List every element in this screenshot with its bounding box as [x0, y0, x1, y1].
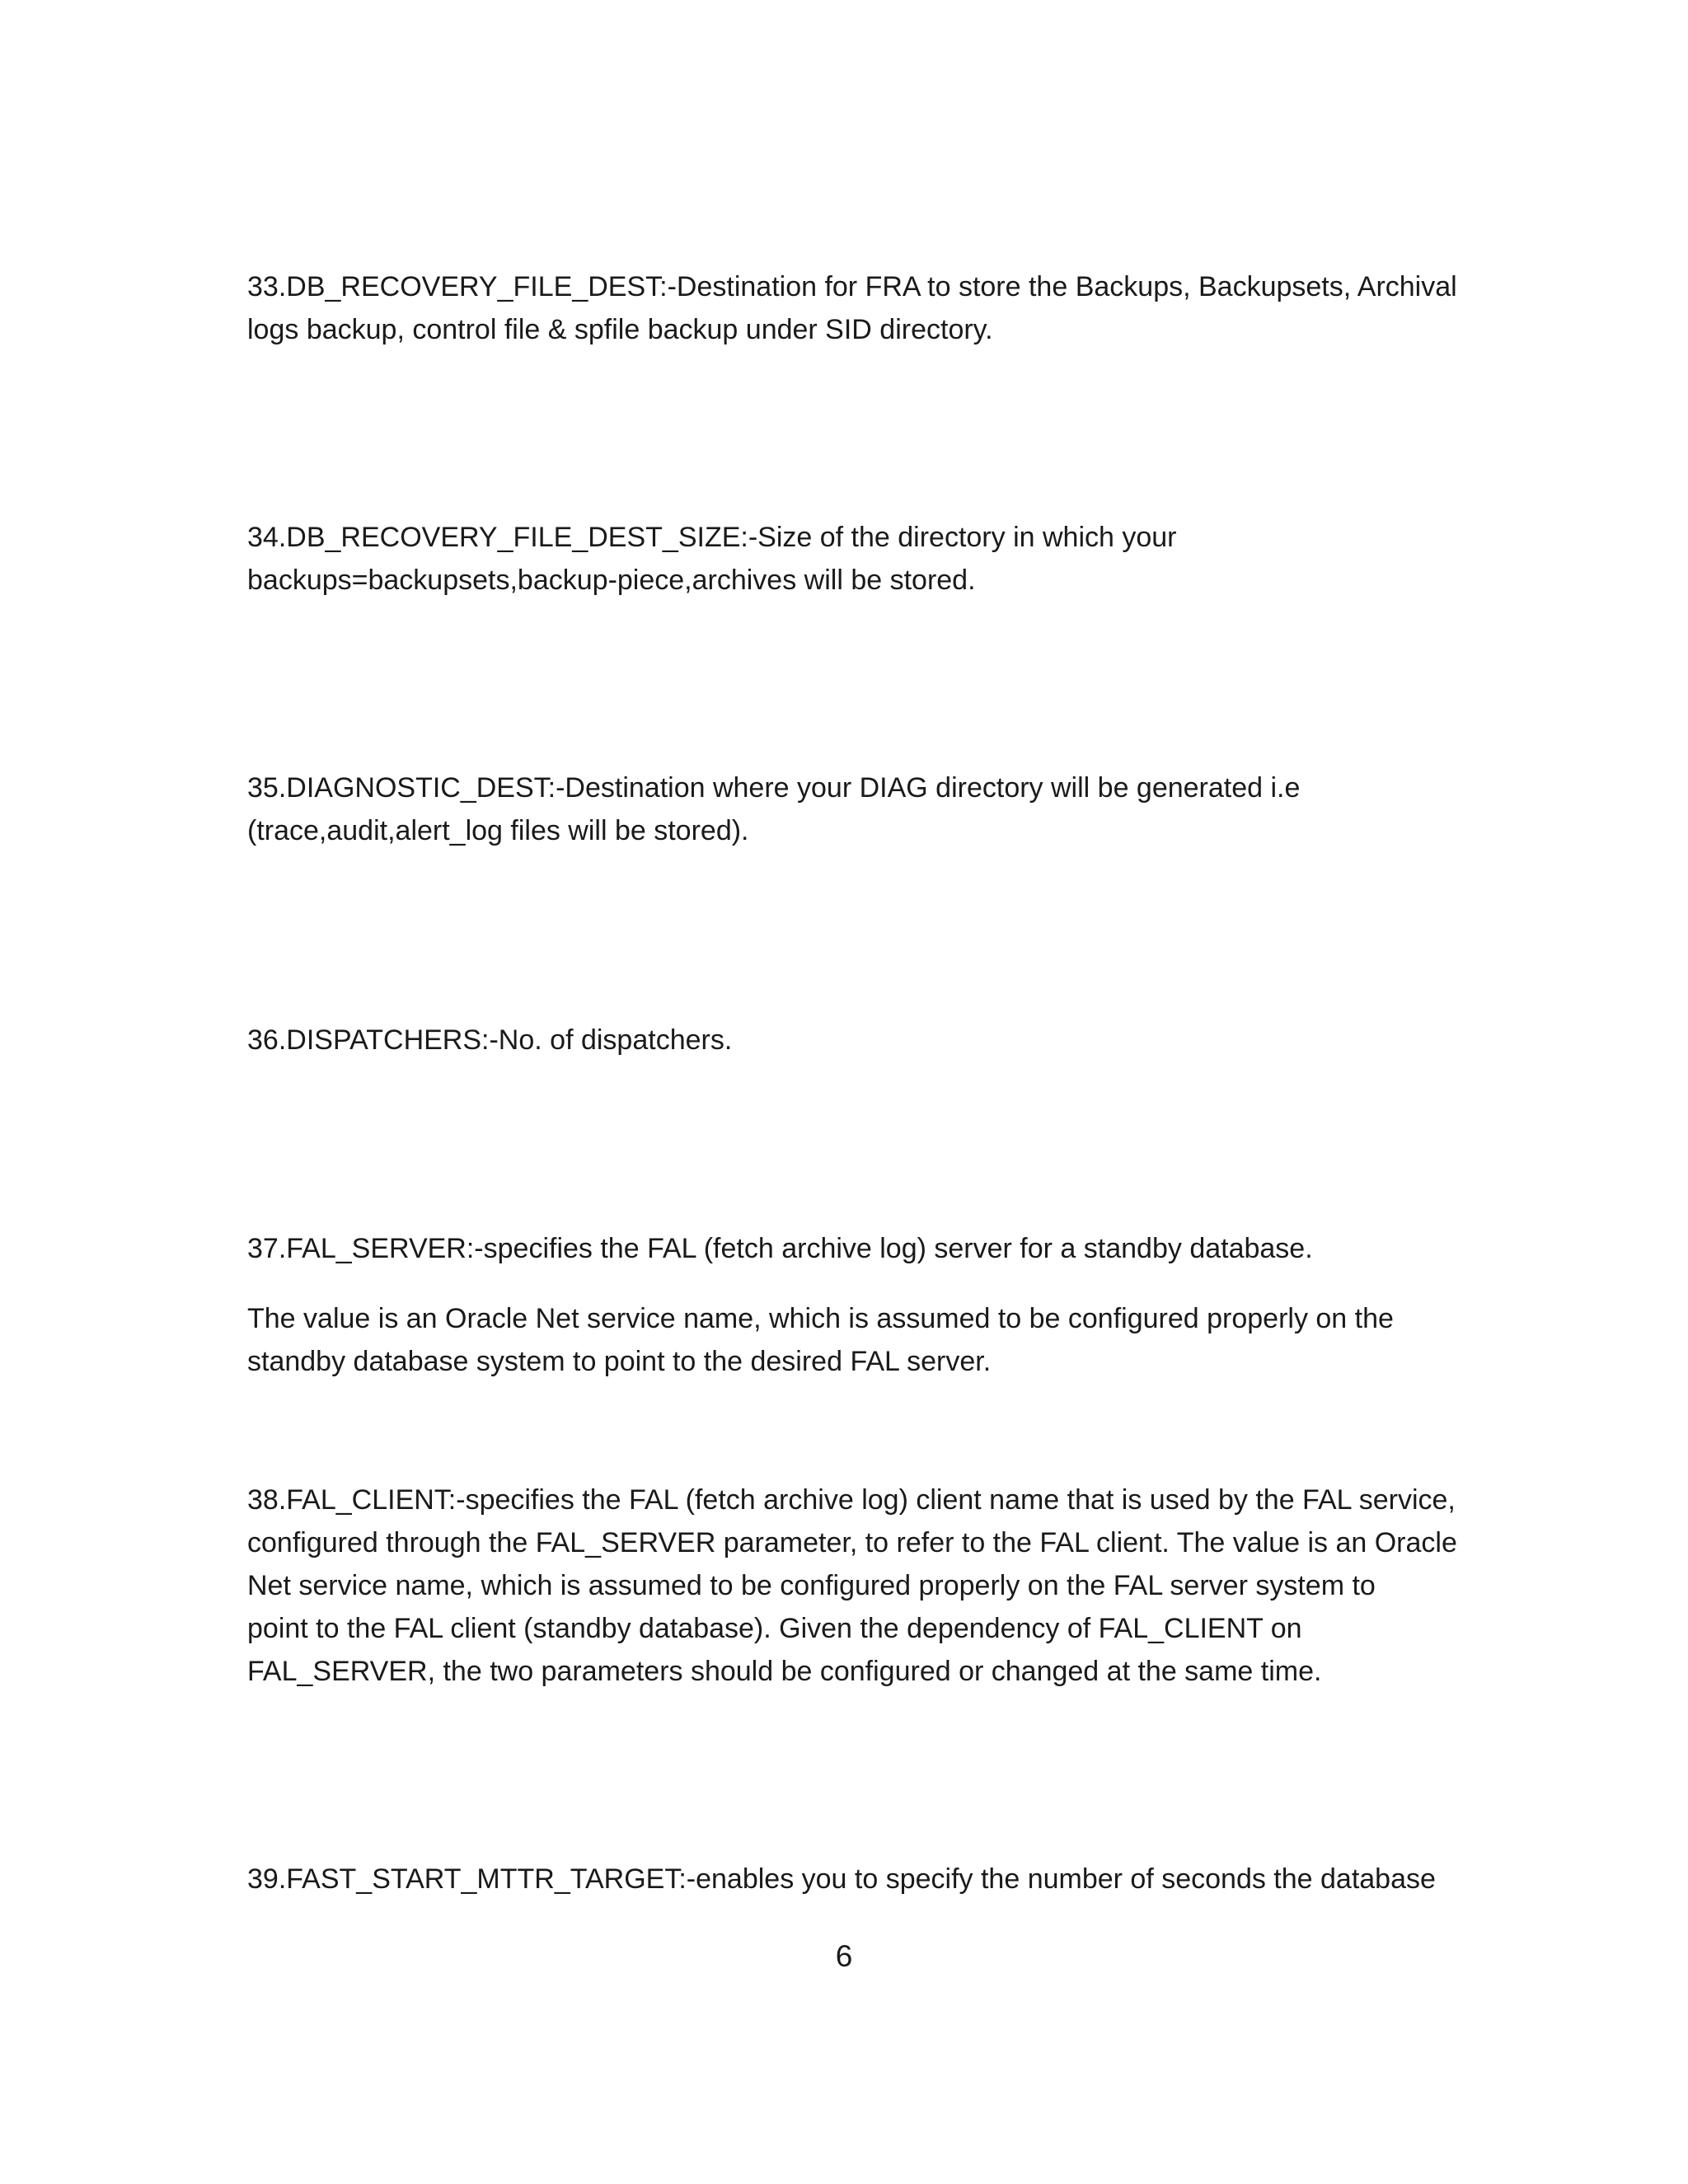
paragraph-db-recovery-file-dest-size [247, 516, 1451, 602]
text-line: 35.DIAGNOSTIC_DEST:-Destination where your DIAG directory will be generated i.e [247, 772, 1301, 804]
paragraph-dispatchers [247, 1019, 1451, 1062]
paragraph-fast-start-mttr-target [247, 1858, 1451, 1900]
text-line: configured through the FAL_SERVER parameter, to refer to the FAL client. The value is an Oracle [247, 1527, 1457, 1558]
text-line: The value is an Oracle Net service name, which is assumed to be configured properly on the [247, 1303, 1394, 1334]
text-line: 34.DB_RECOVERY_FILE_DEST_SIZE:-Size of the directory in which your [247, 522, 1177, 553]
paragraph-fal-client [247, 1479, 1457, 1693]
paragraph-fal-server-detail [247, 1297, 1451, 1383]
text-line: 36.DISPATCHERS:-No. of dispatchers. [247, 1024, 733, 1056]
text-line: logs backup, control file & spfile backup under SID directory. [247, 314, 993, 345]
text-line: 39.FAST_START_MTTR_TARGET:-enables you to specify the number of seconds the database [247, 1863, 1436, 1895]
text-line: 38.FAL_CLIENT:-specifies the FAL (fetch archive log) client name that is used by the FAL service, [247, 1484, 1456, 1516]
text-line: Net service name, which is assumed to be configured properly on the FAL server system to [247, 1570, 1376, 1601]
text-line: standby database system to point to the desired FAL server. [247, 1346, 992, 1377]
text-line: point to the FAL client (standby database). Given the dependency of FAL_CLIENT on [247, 1613, 1302, 1644]
text-line: (trace,audit,alert_log files will be stored). [247, 815, 749, 846]
paragraph-fal-server [247, 1227, 1451, 1270]
text-line: backups=backupsets,backup-piece,archives will be stored. [247, 565, 976, 596]
paragraph-db-recovery-file-dest [247, 265, 1457, 351]
page-number: 6 [835, 1939, 853, 1973]
text-line: FAL_SERVER, the two parameters should be configured or changed at the same time. [247, 1656, 1322, 1687]
text-line: 37.FAL_SERVER:-specifies the FAL (fetch archive log) server for a standby database. [247, 1233, 1313, 1264]
text-line: 33.DB_RECOVERY_FILE_DEST:-Destination for FRA to store the Backups, Backupsets, Archival [247, 271, 1457, 302]
paragraph-diagnostic-dest [247, 766, 1451, 852]
